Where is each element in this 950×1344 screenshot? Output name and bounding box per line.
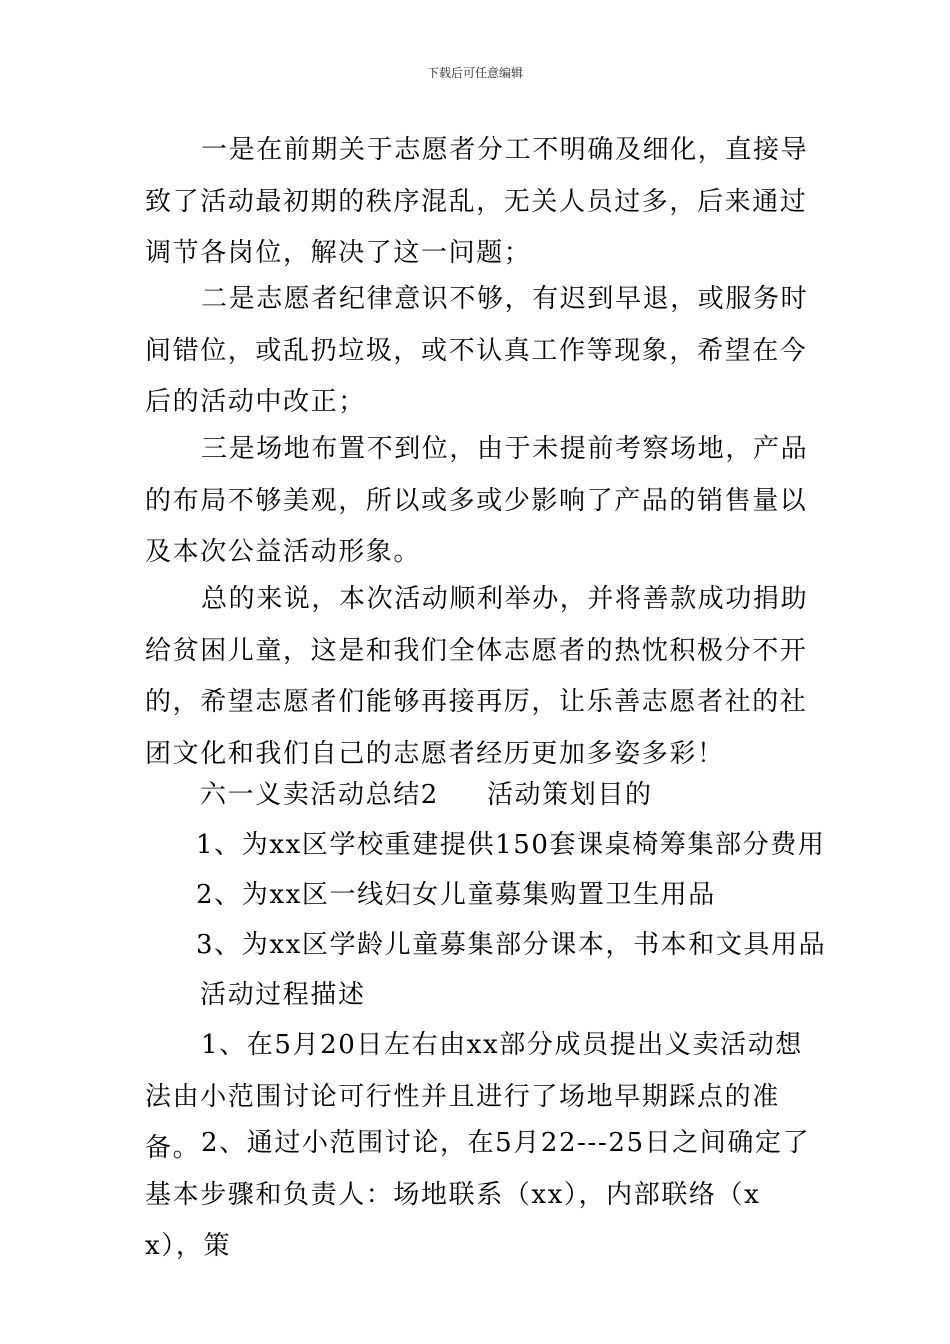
paragraph-2: 二是志愿者纪律意识不够，有迟到早退，或服务时间错位，或乱扔垃圾，或不认真工作等现象，希望在今后的活动中改正； — [145, 284, 809, 417]
section-subtitle: 活动策划目的 — [486, 780, 653, 810]
section-heading — [200, 770, 653, 822]
goal-item: 1、为xx区学校重建提供150套课桌椅筹集部分费用 — [196, 830, 826, 860]
paragraph-4: 总的来说，本次活动顺利举办，并将善款成功捐助给贫困儿童，这是和我们全体志愿者的热忱积极分不开的，希望志愿者们能够再接再厉，让乐善志愿者社的社团文化和我们自己的志愿者经历更加多姿多彩！ — [145, 584, 809, 769]
process-title: 活动过程描述 — [200, 980, 366, 1010]
process-step-2: 2、通过小范围讨论，在5月22---25日之间确定了基本步骤和负责人：场地联系（xx），内部联络（xx），策 — [145, 1128, 811, 1261]
process-step-1: 1、在5月20日左右由xx部分成员提出义卖活动想法由小范围讨论可行性并且进行了场地早期踩点的准备。 — [145, 1030, 803, 1163]
goal-item: 2、为xx区一线妇女儿童募集购置卫生用品 — [196, 880, 716, 910]
paragraph-1: 一是在前期关于志愿者分工不明确及细化，直接导致了活动最初期的秩序混乱，无关人员过多，后来通过调节各岗位，解决了这一问题； — [145, 135, 809, 268]
page-header: 下载后可任意编辑 — [426, 66, 523, 80]
goal-item: 3、为xx区学龄儿童募集部分课本，书本和文具用品 — [196, 930, 827, 960]
section-title: 六一义卖活动总结2 — [200, 780, 439, 810]
paragraph-3: 三是场地布置不到位，由于未提前考察场地，产品的布局不够美观，所以或多或少影响了产品的销售量以及本次公益活动形象。 — [145, 434, 809, 567]
